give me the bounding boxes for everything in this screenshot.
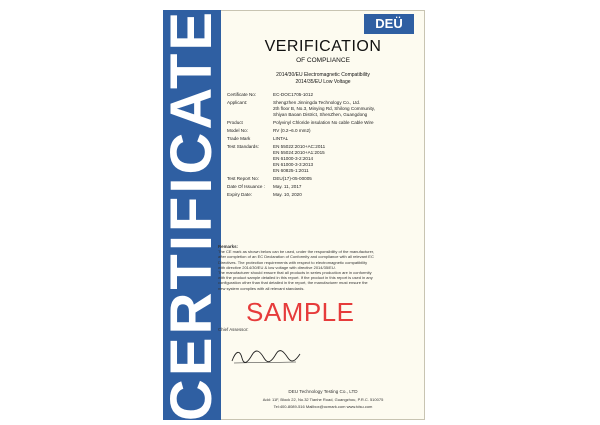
applicant-line: Shengzhen Jinningda Technology Co., Ltd. [273,100,361,105]
field-label: Product [227,120,243,125]
field-label: Expiry Date: [227,192,253,197]
certificate-title: VERIFICATION [264,38,382,55]
field-label: Trade Mark [227,136,251,141]
remarks-line: with the product sample detailed in this report. If the product in this report is used in any [218,275,373,281]
remarks-line: configuration other than that detailed in the report, the manufacturer must ensure the [218,280,368,286]
field-value: May. 11, 2017 [273,184,302,189]
remarks-line: after completion of an EC Declaration of Conformity and compliance with all relevant EC [218,254,374,260]
field-value: RV (0.2~6.0 mm2) [273,128,311,133]
field-label: Model No: [227,128,248,133]
field-test-standards [227,144,421,174]
remarks-line: with directive 2014/30/EU & low voltage with directive 2014/35/EU. [218,264,336,270]
footer-contact: Tel:400-8089-516 Mailbox@ocmark.com www.tdsu.com [273,404,373,409]
chief-assessor-label: Chief Assessor: [218,327,249,332]
remarks-line: Directives. The protection requirements with respect to electromagnetic compatibility [218,259,368,265]
remarks-line: new system complies with all relevant standards. [218,285,305,291]
footer-company: DEU Technology Testing Co., LTD [288,389,358,394]
field-trade-mark [227,136,421,142]
standard-line: EN 60825-1:2011 [273,168,309,173]
field-test-report-no [227,176,421,182]
directive-lvd: 2014/35/EU Low Voltage [295,79,351,85]
standard-line: EN 61000-3-3:2013 [273,162,314,167]
field-label: Date Of Issuance : [227,184,266,189]
field-value: DEU(17)-05-00005 [273,176,312,181]
field-label: Certificate No: [227,92,257,97]
field-applicant [227,100,421,118]
issuer-logo: DEÜ [364,14,414,34]
field-value [273,100,421,118]
footer-address: Add: 11F, Block 22, No.32 Tianhe Road, Guangzhou, P.R.C. 510075 [262,397,384,402]
standard-line: EN 61000-3-2:2014 [273,156,314,161]
assessor-signature [230,346,302,366]
field-value: May. 10, 2020 [273,192,302,197]
field-label: Applicant: [227,100,248,105]
applicant-line: Shiyan Baoan District, ShenZhen, Guangdong [273,112,368,117]
standard-line: EN 55022:2010+AC:2011 [273,144,326,149]
applicant-line: 2th floor B, No.3, Minying Rd, Shilong Community, [273,106,376,111]
remarks-section [218,244,418,291]
field-value [273,144,421,174]
field-label: Test Standards: [227,144,259,149]
field-value: Polyvinyl Chloride insulation No cable Cable Wire [273,120,374,125]
remarks-line: The manufacturer should ensure that all products in series production are in conformity [218,270,372,276]
field-value: LINTAL [273,136,289,141]
field-date-of-issuance [227,184,421,190]
certificate-side-label: CERTIFICATE [159,8,224,422]
field-certificate-no [227,92,421,98]
field-model-no [227,128,421,134]
certificate-subtitle: OF COMPLIANCE [296,57,350,64]
standard-line: EN 55024:2010+A1:2015 [273,150,325,155]
field-product [227,120,421,126]
field-expiry-date [227,192,421,198]
remarks-line: The CE mark as shown below can be used, under the responsibility of the manufacturer, [218,249,375,255]
certificate-fields [227,92,421,198]
field-value: EC-DOC1705-1012 [273,92,314,97]
sample-watermark: SAMPLE [246,297,355,327]
directive-emc: 2014/30/EU Electromagnetic Compatibility [276,72,370,78]
field-label: Test Report No: [227,176,259,181]
remarks-label: Remarks: [218,244,239,249]
